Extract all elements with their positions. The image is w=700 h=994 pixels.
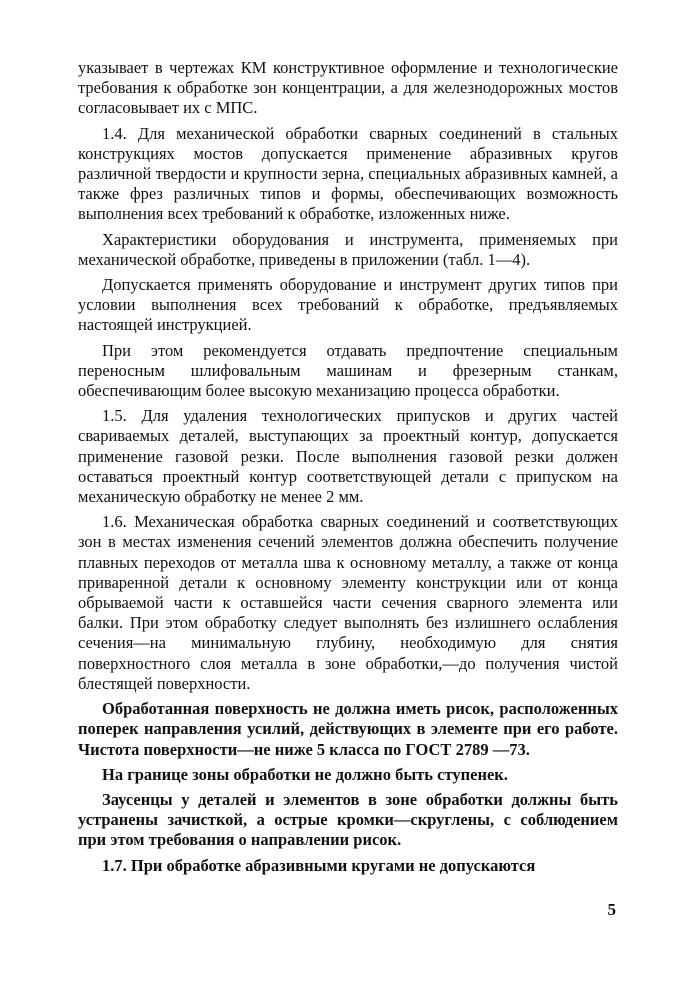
paragraph-no-steps: На границе зоны обработки не должно быть ступенек. bbox=[102, 764, 508, 784]
paragraph-1-7: 1.7. При обработке абразивными кругами не допускаются bbox=[102, 855, 536, 875]
paragraph-equipment-characteristics: Характеристики оборудования и инструмента, применяемых при механической обработке, приведены в приложении (табл. 1—4). bbox=[78, 229, 618, 269]
paragraph-1-3-continuation: указывает в чертежах КМ конструктивное оформление и технологические требования к обработке зон концентрации, а для железнодорожных мостов согласовывает их с МПС. bbox=[78, 58, 618, 118]
paragraph-surface-quality: Обработанная поверхность не должна иметь рисок, расположенных поперек направления усилий, действующих в элементе при его работе. Чистота поверхности—не ниже 5 класса по ГОСТ 2789 —73. bbox=[78, 699, 618, 759]
paragraph-1-6: 1.6. Механическая обработка сварных соединений и соответствующих зон в местах изменения сечений элементов должна обеспечить получение плавных переходов от металла шва к основному металлу, а также от конца приваренной детали к основному элементу конструкции или от конца обрываемой части к оставшейся части сечения сварного элемента или балки. При этом обработку следует выполнять без излишнего ослабления сечения—на минимальную глубину, необходимую для снятия поверхностного слоя металла в зоне обработки,—до получения чистой блестящей поверхности. bbox=[78, 512, 618, 693]
paragraph-1-5: 1.5. Для удаления технологических припусков и других частей свариваемых деталей, выступающих за проектный контур, допускается применение газовой резки. После выполнения газовой резки должен оставаться проектный контур соответствующей детали с припуском на механическую обработку не менее 2 мм. bbox=[78, 406, 618, 507]
page-number: 5 bbox=[607, 900, 616, 919]
paragraph-recommendation: При этом рекомендуется отдавать предпочтение специальным переносным шлифовальным машинам и фрезерным станкам, обеспечивающим более высокую механизацию процесса обработки. bbox=[78, 340, 618, 401]
paragraph-1-4: 1.4. Для механической обработки сварных соединений в стальных конструкциях мостов допускается применение абразивных кругов различной твердости и крупности зерна, специальных абразивных камней, а также фрез различных типов и формы, обеспечивающих возможность выполнения всех требований к обработке, изложенных ниже. bbox=[78, 123, 618, 224]
document-body bbox=[78, 58, 618, 881]
paragraph-burrs: Заусенцы у деталей и элементов в зоне обработки должны быть устранены зачисткой, а острые кромки—скруглены, с соблюдением при этом требования о направлении рисок. bbox=[78, 789, 618, 850]
paragraph-other-equipment: Допускается применять оборудование и инструмент других типов при условии выполнения всех требований к обработке, предъявляемых настоящей инструкцией. bbox=[78, 275, 618, 335]
